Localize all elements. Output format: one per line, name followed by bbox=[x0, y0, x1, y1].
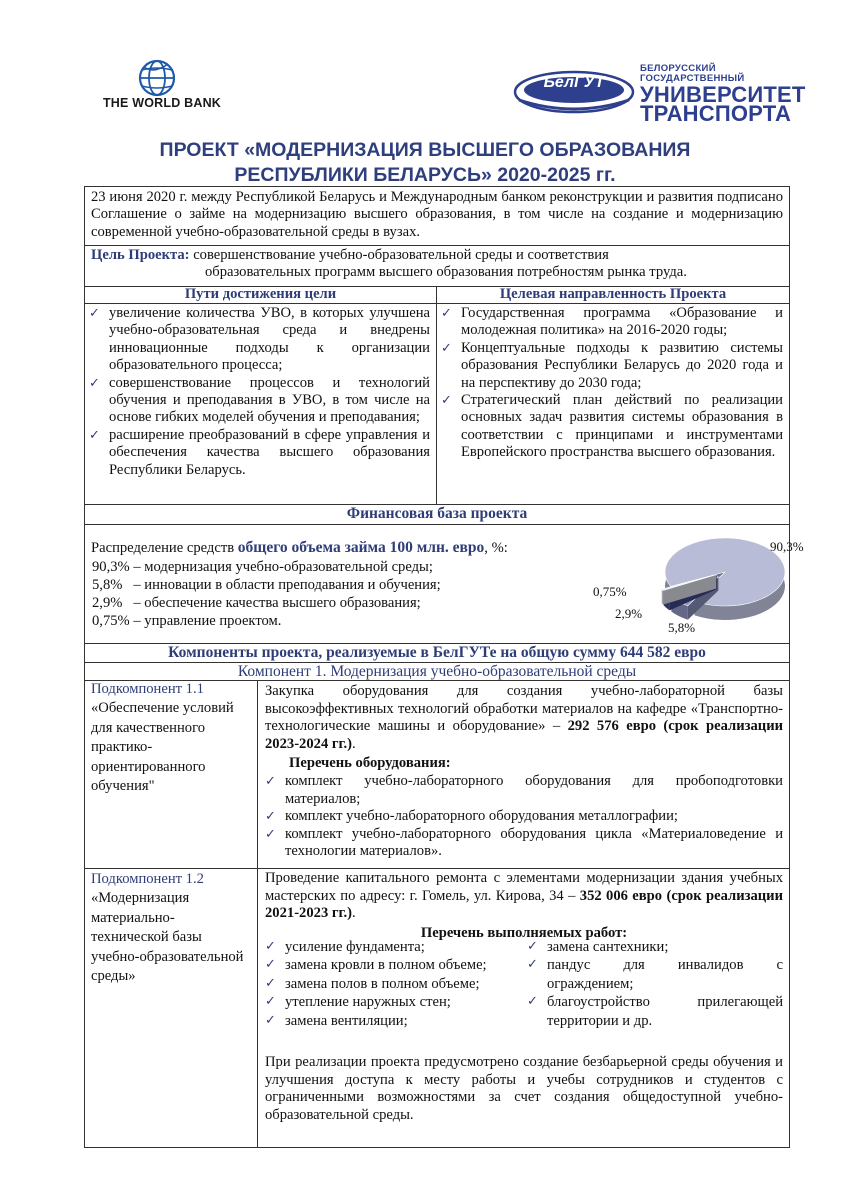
check-icon: ✓ bbox=[441, 340, 452, 356]
list-item-text: замена полов в полном объеме; bbox=[285, 975, 480, 992]
list-item bbox=[89, 427, 430, 479]
intro-text: 23 июня 2020 г. между Республикой Беларусь и Международным банком реконструкции и развития подписано Соглашение о займе на модернизацию высшего образования, в том числе на создание и модернизацию современной учебно-образовательной среды в вузах. bbox=[91, 189, 783, 240]
list-item-text: совершенствование процессов и технологий обучения и преподавания в УВО, в том числе на основе гибких моделей обучения и преподавания; bbox=[109, 374, 430, 426]
check-icon: ✓ bbox=[527, 994, 538, 1010]
check-icon: ✓ bbox=[265, 957, 276, 973]
list-item-text: замена сантехники; bbox=[547, 939, 669, 955]
list-item-text: расширение преобразований в сфере управления и обеспечения качества высшего образования Республики Беларусь. bbox=[109, 426, 430, 478]
paths-right-list bbox=[437, 304, 789, 462]
check-icon: ✓ bbox=[89, 375, 100, 391]
finance-intro-suffix: , %: bbox=[484, 540, 508, 556]
world-bank-text: THE WORLD BANK bbox=[102, 96, 222, 110]
goal-line2: образовательных программ высшего образования потребностям рынка труда. bbox=[205, 264, 687, 281]
sub1-name: «Обеспечение условий для качественного практико-ориентированного обучения" bbox=[91, 700, 234, 795]
finance-header: Финансовая база проекта bbox=[85, 504, 789, 525]
sub2-text-end: . bbox=[352, 905, 356, 922]
sub2-text-main: Проведение капитального ремонта с элементами модернизации здания учебных мастерских по адресу: г. Гомель, ул. Кирова, 34 – bbox=[265, 870, 783, 904]
list-item bbox=[265, 993, 515, 1011]
check-icon: ✓ bbox=[265, 994, 276, 1010]
world-bank-logo bbox=[96, 58, 228, 114]
sub2-closing: При реализации проекта предусмотрено создание безбарьерной среды обучения и улучшения доступа к месту работы и учебы сотрудников и студентов с ограниченными возможностями за счет создания общедоступной учебно-образовательной среды. bbox=[265, 1054, 783, 1123]
list-item bbox=[441, 392, 783, 462]
goal-box bbox=[84, 245, 790, 287]
finance-list bbox=[92, 558, 441, 630]
check-icon: ✓ bbox=[527, 957, 538, 973]
list-item bbox=[527, 993, 783, 1030]
list-item bbox=[89, 375, 430, 427]
sub1-title: Подкомпонент 1.1 bbox=[91, 681, 204, 697]
belgut-logo bbox=[513, 63, 806, 126]
paths-table bbox=[84, 286, 790, 505]
components-header: Компоненты проекта, реализуемые в БелГУТе на общую сумму 644 582 евро bbox=[84, 643, 790, 663]
list-item bbox=[441, 305, 783, 340]
finance-item: 2,9% – обеспечение качества высшего образования; bbox=[92, 595, 421, 611]
pie-label: 5,8% bbox=[668, 620, 696, 635]
list-item-text: комплект учебно-лабораторного оборудования для пробоподготовки материалов; bbox=[285, 772, 783, 807]
sub2-left bbox=[91, 870, 251, 986]
list-item-text: Стратегический план действий по реализации основных задач развития системы образования в соответствии с принципами и инструментами Европейского пространства высшего образования. bbox=[461, 392, 783, 461]
belgut-name-line1: БЕЛОРУССКИЙ bbox=[640, 63, 716, 74]
check-icon: ✓ bbox=[527, 939, 538, 954]
check-icon: ✓ bbox=[265, 773, 276, 789]
belgut-name-line3: УНИВЕРСИТЕТ bbox=[640, 82, 806, 107]
finance-intro-bold: общего объема займа 100 млн. евро bbox=[237, 539, 485, 556]
works-right-list bbox=[527, 938, 783, 1030]
belgut-emblem-text: БелГУТ bbox=[543, 74, 605, 91]
component1-header: Компонент 1. Модернизация учебно-образовательной среды bbox=[84, 662, 790, 681]
pie-label: 2,9% bbox=[615, 606, 643, 621]
list-item-text: пандус для инвалидов с ограждением; bbox=[547, 957, 783, 992]
sub2-right bbox=[265, 870, 783, 942]
list-item bbox=[265, 938, 515, 956]
sub2-works bbox=[265, 938, 783, 1034]
sub2-text bbox=[265, 870, 783, 923]
paths-right-column bbox=[437, 286, 789, 504]
finance-item: 90,3% – модернизация учебно-образовательной среды; bbox=[92, 559, 433, 575]
list-item-text: Концептуальные подходы к развитию системы образования Республики Беларусь до 2020 года и на перспективу до 2030 года; bbox=[461, 339, 783, 391]
list-item bbox=[527, 956, 783, 993]
list-item-text: благоустройство прилегающей территории и др. bbox=[547, 994, 783, 1029]
list-item bbox=[265, 1012, 515, 1030]
check-icon: ✓ bbox=[89, 306, 100, 321]
list-item-text: утепление наружных стен; bbox=[285, 994, 451, 1011]
finance-item: 0,75% – управление проектом. bbox=[92, 613, 282, 629]
title-line1: ПРОЕКТ «МОДЕРНИЗАЦИЯ ВЫСШЕГО ОБРАЗОВАНИЯ bbox=[159, 139, 691, 161]
sub2-title: Подкомпонент 1.2 bbox=[91, 871, 204, 887]
pie-label: 90,3% bbox=[770, 539, 804, 554]
list-item bbox=[265, 956, 515, 974]
sub1-list-header: Перечень оборудования: bbox=[289, 755, 451, 772]
pie-label: 0,75% bbox=[593, 584, 627, 599]
check-icon: ✓ bbox=[265, 939, 276, 954]
sub1-text bbox=[265, 683, 783, 753]
sub1-right bbox=[265, 683, 783, 861]
sub1-text-main: Закупка оборудования для создания учебно-лабораторной базы высокоэффективных технологий обработки материалов на кафедре «Транспортно-технологические машины и оборудование» – bbox=[265, 683, 783, 735]
sub2-text-bold: 352 006 евро (срок реализации 2021-2023 гг.) bbox=[265, 887, 783, 922]
finance-intro-prefix: Распределение средств bbox=[91, 540, 238, 556]
goal-line1: совершенствование учебно-образовательной среды и соответствия bbox=[189, 247, 609, 263]
sub2-list-header: Перечень выполняемых работ: bbox=[420, 924, 628, 941]
goal-label: Цель Проекта: bbox=[91, 247, 190, 263]
list-item bbox=[89, 305, 430, 375]
list-item bbox=[265, 808, 783, 826]
finance-box bbox=[84, 504, 804, 644]
finance-item: 5,8% – инновации в области преподавания и обучения; bbox=[92, 577, 441, 593]
works-left-list bbox=[265, 938, 515, 1030]
check-icon: ✓ bbox=[441, 393, 452, 409]
paths-left-column bbox=[85, 286, 437, 504]
subcomponents-table bbox=[84, 680, 790, 1148]
list-item bbox=[527, 938, 783, 956]
paths-left-header: Пути достижения цели bbox=[85, 286, 436, 304]
check-icon: ✓ bbox=[265, 809, 276, 825]
list-item bbox=[441, 340, 783, 392]
check-icon: ✓ bbox=[265, 826, 276, 842]
belgut-name-line2: ГОСУДАРСТВЕННЫЙ bbox=[640, 72, 745, 84]
sub2-name: «Модернизация материально-технической базы учебно-образовательной среды» bbox=[91, 890, 244, 985]
paths-left-list bbox=[85, 304, 436, 479]
title-line2: РЕСПУБЛИКИ БЕЛАРУСЬ» 2020-2025 гг. bbox=[234, 164, 616, 186]
list-item-text: усиление фундамента; bbox=[285, 939, 425, 955]
list-item-text: Государственная программа «Образование и молодежная политика» на 2016-2020 годы; bbox=[461, 305, 783, 339]
list-item-text: замена вентиляции; bbox=[285, 1012, 408, 1029]
check-icon: ✓ bbox=[441, 306, 452, 321]
page-title bbox=[60, 138, 790, 188]
intro-box bbox=[84, 186, 790, 246]
list-item-text: комплект учебно-лабораторного оборудования металлографии; bbox=[285, 808, 678, 825]
list-item-text: замена кровли в полном объеме; bbox=[285, 957, 487, 974]
belgut-name bbox=[640, 64, 805, 125]
sub1-text-end: . bbox=[352, 735, 356, 752]
check-icon: ✓ bbox=[265, 975, 276, 991]
list-item bbox=[265, 826, 783, 861]
list-item-text: комплект учебно-лабораторного оборудования цикла «Материаловедение и технологии материалов». bbox=[285, 825, 783, 860]
list-item bbox=[265, 975, 515, 993]
check-icon: ✓ bbox=[89, 427, 100, 443]
sub1-text-bold: 292 576 евро (срок реализации 2023-2024 гг.) bbox=[265, 718, 784, 752]
list-item bbox=[265, 773, 783, 808]
globe-icon bbox=[134, 58, 180, 98]
list-item-text: увеличение количества УВО, в которых улучшена учебно-образовательная среда и внедрены инновационные подходы к организации образовательного процесса; bbox=[109, 305, 430, 374]
finance-pie-chart bbox=[535, 528, 804, 642]
sub1-equipment-list bbox=[265, 773, 783, 861]
belgut-name-line4: ТРАНСПОРТА bbox=[640, 101, 792, 126]
sub1-left bbox=[91, 680, 251, 796]
paths-right-header: Целевая направленность Проекта bbox=[437, 286, 789, 304]
check-icon: ✓ bbox=[265, 1012, 276, 1028]
finance-intro bbox=[91, 539, 508, 557]
